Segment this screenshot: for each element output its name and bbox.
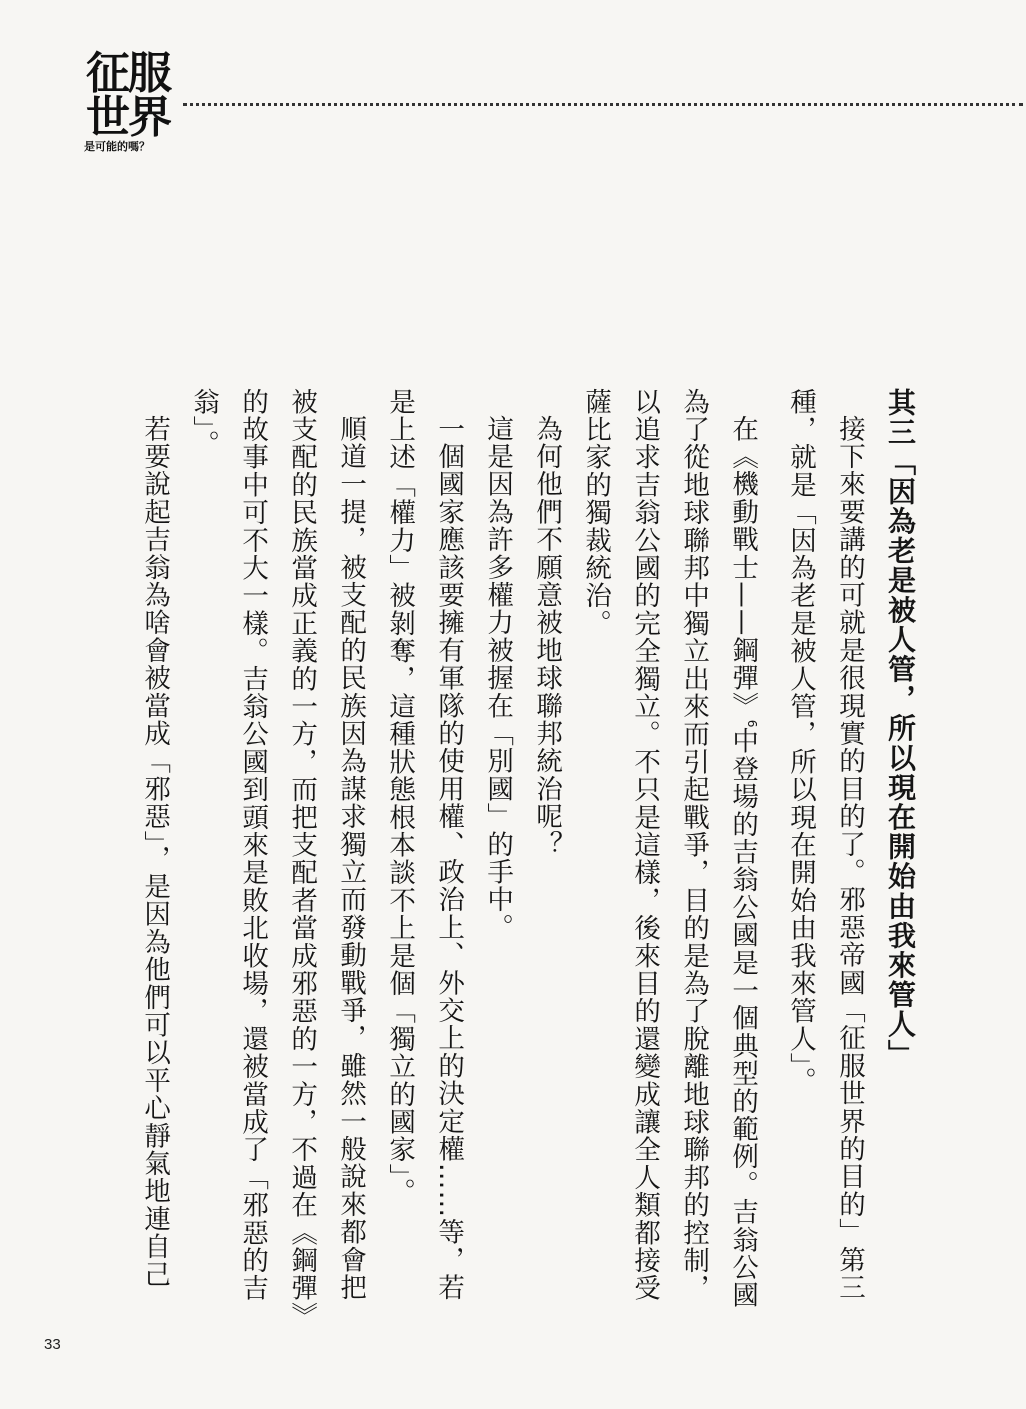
logo-line-2: 世界 — [86, 92, 170, 143]
paragraph-2-part-a: 在《機動戰士——鋼彈》 — [727, 414, 759, 720]
logo-subtitle: 是可能的嗎？ — [84, 140, 150, 153]
paragraph-5: 一個國家應該要擁有軍隊的使用權、政治上、外交上的決定權……等，若是上述「權力」被剝奪，這種狀態根本談不上是個「獨立的國家」。 — [384, 388, 465, 1301]
page-number: 33 — [44, 1336, 61, 1353]
logo-line-1: 征服 — [86, 48, 170, 99]
paragraph-4: 這是因為許多權力被握在「別國」的手中。 — [482, 414, 514, 941]
paragraph-3: 為何他們不願意被地球聯邦統治呢？ — [531, 414, 563, 858]
paragraph-7: 若要說起吉翁為啥會被當成「邪惡」，是因為他們可以平心靜氣地連自己 — [139, 414, 171, 1288]
paragraph-6: 順道一提，被支配的民族因為謀求獨立而發動戰爭，雖然一般說來都會把被支配的民族當成正義的一方，而把支配者當成邪惡的一方，不過在《鋼彈》的故事中可不大一樣。吉翁公國到頭來是敗北收場，還被當成了「邪惡的吉翁」。 — [188, 388, 367, 1317]
paragraph-2-part-b: 中登場的吉翁公國是一個典型的範例。吉翁公國為了從地球聯邦中獨立出來而引起戰爭，目的是為了脫離地球聯邦的控制，以追求吉翁公國的完全獨立。不只是這樣，後來目的還變成讓全人類都接受薩比家的獨裁統治。 — [580, 388, 759, 1309]
paragraph-2 — [571, 388, 776, 1323]
vertical-text-body — [130, 388, 926, 1323]
header-dotted-rule — [183, 103, 1023, 106]
book-title-logo — [82, 48, 182, 153]
section-heading: 其三「因為老是被人管，所以現在開始由我來管人」 — [884, 388, 917, 1069]
paragraph-1: 接下來要講的可就是很現實的目的了。邪惡帝國「征服世界的目的」第三種，就是「因為老是被人管，所以現在開始由我來管人」。 — [785, 388, 865, 1301]
footnote-marker: 6 — [745, 719, 759, 727]
